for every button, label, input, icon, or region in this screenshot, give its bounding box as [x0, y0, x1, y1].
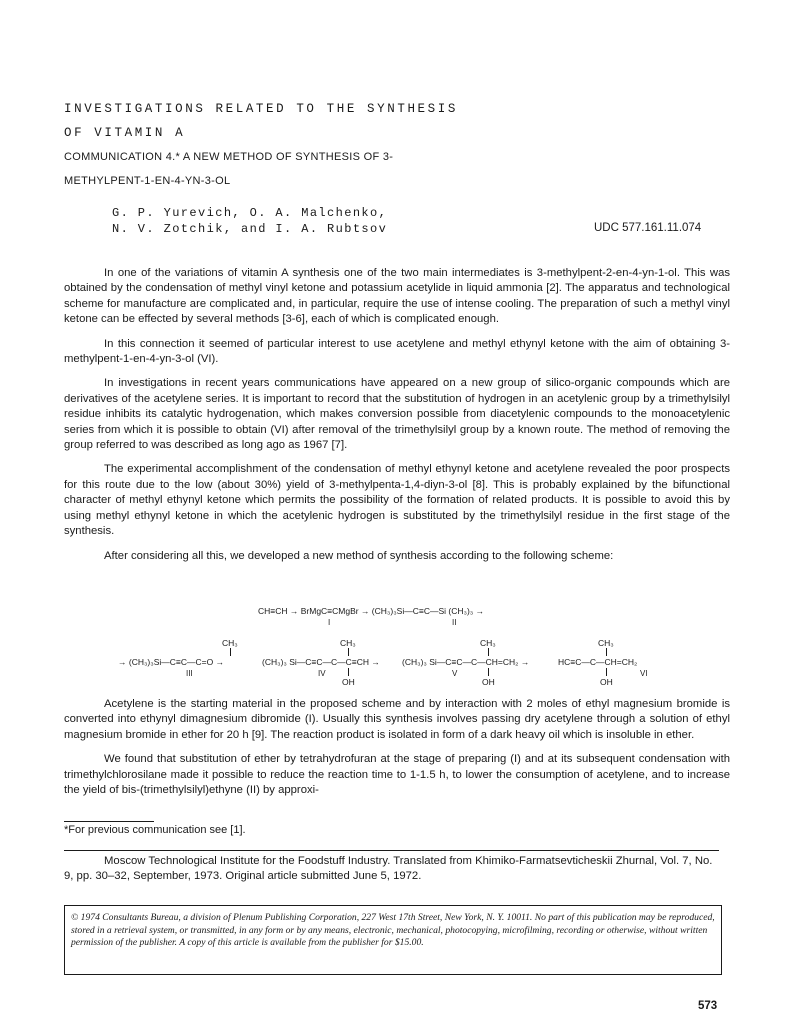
- compound-label-vi: VI: [640, 669, 648, 678]
- communication-line2: METHYLPENT-1-EN-4-YN-3-OL: [64, 175, 231, 187]
- compound-iii: → (CH₃)₃Si—C≡C—C=O →: [118, 657, 225, 667]
- paragraph-2: In this connection it seemed of particular interest to use acetylene and methyl ethynyl ketone with the aim of obtaining 3-methylpent-1-en-4-yn-3-ol (VI).: [64, 337, 730, 366]
- compound-label-ii: II: [452, 618, 457, 627]
- compound-label-i: I: [328, 618, 331, 627]
- paragraph-6: Acetylene is the starting material in the proposed scheme and by interaction with 2 moles of ethyl magnesium bromide is converted into ethynyl dimagnesium dibromide (I). Usually this synthesis involves passing dry acetylene through a solution of ethyl magnesium bromide in ether for 20 h [9]. The reaction product is isolated in form of a dark heavy oil which is insoluble in ether.: [64, 698, 730, 741]
- affiliation-rule: [64, 850, 719, 851]
- oh-group-vi: OH: [600, 677, 613, 687]
- udc-code: UDC 577.161.11.074: [594, 222, 702, 234]
- compound-vi: HC≡C—C—CH=CH₂: [558, 657, 638, 667]
- oh-group-v: OH: [482, 677, 495, 687]
- compound-iv: (CH₃)₃ Si—C≡C—C—C≡CH →: [262, 657, 380, 667]
- page-number: 573: [698, 1000, 718, 1012]
- ch3-group-v: CH₃: [480, 638, 496, 648]
- footnote: *For previous communication see [1].: [64, 824, 246, 836]
- authors-line1: G. P. Yurevich, O. A. Malchenko,: [112, 206, 388, 220]
- ch3-group-vi: CH₃: [598, 638, 614, 648]
- compound-v: (CH₃)₃ Si—C≡C—C—CH=CH₂ →: [402, 657, 530, 667]
- authors-line2: N. V. Zotchik, and I. A. Rubtsov: [112, 222, 388, 236]
- compound-label-iv: IV: [318, 669, 326, 678]
- oh-group-iv: OH: [342, 677, 355, 687]
- scheme-line-1: CH≡CH → BrMgC≡CMgBr → (CH₃)₃Si—C≡C—Si (CH₃)₃ →: [258, 606, 485, 616]
- compound-label-iii: III: [186, 669, 193, 678]
- article-title-line1: INVESTIGATIONS RELATED TO THE SYNTHESIS: [64, 102, 458, 116]
- article-title-line2: OF VITAMIN A: [64, 126, 186, 140]
- footnote-rule: [64, 821, 154, 822]
- affiliation-block: [64, 854, 719, 884]
- ch3-group-iii: CH₃: [222, 638, 238, 648]
- copyright-notice: © 1974 Consultants Bureau, a division of Plenum Publishing Corporation, 227 West 17th Street, New York, N. Y. 10011. No part of this publication may be reproduced, stored in a retrieval system, or transmitted, in any form or by any means, electronic, mechanical, photocopying, microfilming, recording or otherwise, without written permission of the publisher. A copy of this article is available from the publisher for $15.00.: [64, 905, 722, 975]
- paragraph-5: After considering all this, we developed a new method of synthesis according to the following scheme:: [104, 549, 614, 562]
- affiliation-text: Moscow Technological Institute for the Foodstuff Industry. Translated from Khimiko-Farmatsevticheskii Zhurnal, Vol. 7, No. 9, pp. 30–32, September, 1973. Original article submitted June 5, 1972.: [64, 855, 713, 882]
- ch3-group-iv: CH₃: [340, 638, 356, 648]
- body-text-lower: [64, 697, 730, 798]
- paragraph-1: In one of the variations of vitamin A synthesis one of the two main intermediates is 3-methylpent-2-en-4-yn-1-ol. This was obtained by the condensation of methyl vinyl ketone and potassium acetylide in liquid ammonia [2]. The apparatus and technological scheme for manufacture are complicated and, in particular, require the use of intense cooling. The preparation of such a methyl vinyl ketone can be effected by several methods [3-6], each of which is complicated enough.: [64, 267, 730, 326]
- body-text-upper: [64, 266, 730, 564]
- paragraph-4: The experimental accomplishment of the condensation of methyl ethynyl ketone and acetylene revealed the poor prospects for this route due to the low (about 30%) yield of 3-methylpenta-1,4-diyn-3-ol [8]. This is probably explained by the bifunctional character of methyl ethynyl ketone which permits the possibility of the formation of related products. It is possible to avoid this by using methyl ethynyl ketone in which the acetylenic hydrogen is substituted by the trimethylsilyl residue in the first stage of the synthesis.: [64, 463, 730, 538]
- communication-line1: COMMUNICATION 4.* A NEW METHOD OF SYNTHESIS OF 3-: [64, 151, 394, 163]
- compound-label-v: V: [452, 669, 458, 678]
- paragraph-3: In investigations in recent years communications have appeared on a new group of silico-organic compounds which are derivatives of the acetylene series. It is important to record that the substitution of hydrogen in an acetylenic group by a trimethylsilyl residue inhibits its catalytic hydrogenation, which makes conversion possible from diacetylenic compounds to the monoacetylenic series from which it is possible to obtain (VI) after removal of the trimethylsilyl group by a known route. The method of removing the group referred to was described as long ago as 1967 [7].: [64, 377, 730, 452]
- paragraph-7: We found that substitution of ether by tetrahydrofuran at the stage of preparing (I) and at its subsequent condensation with trimethylchlorosilane made it possible to reduce the reaction time to 1-1.5 h, to lower the consumption of acetylene, and to increase the yield of bis-(trimethylsilyl)ethyne (II) by approxi-: [64, 753, 730, 797]
